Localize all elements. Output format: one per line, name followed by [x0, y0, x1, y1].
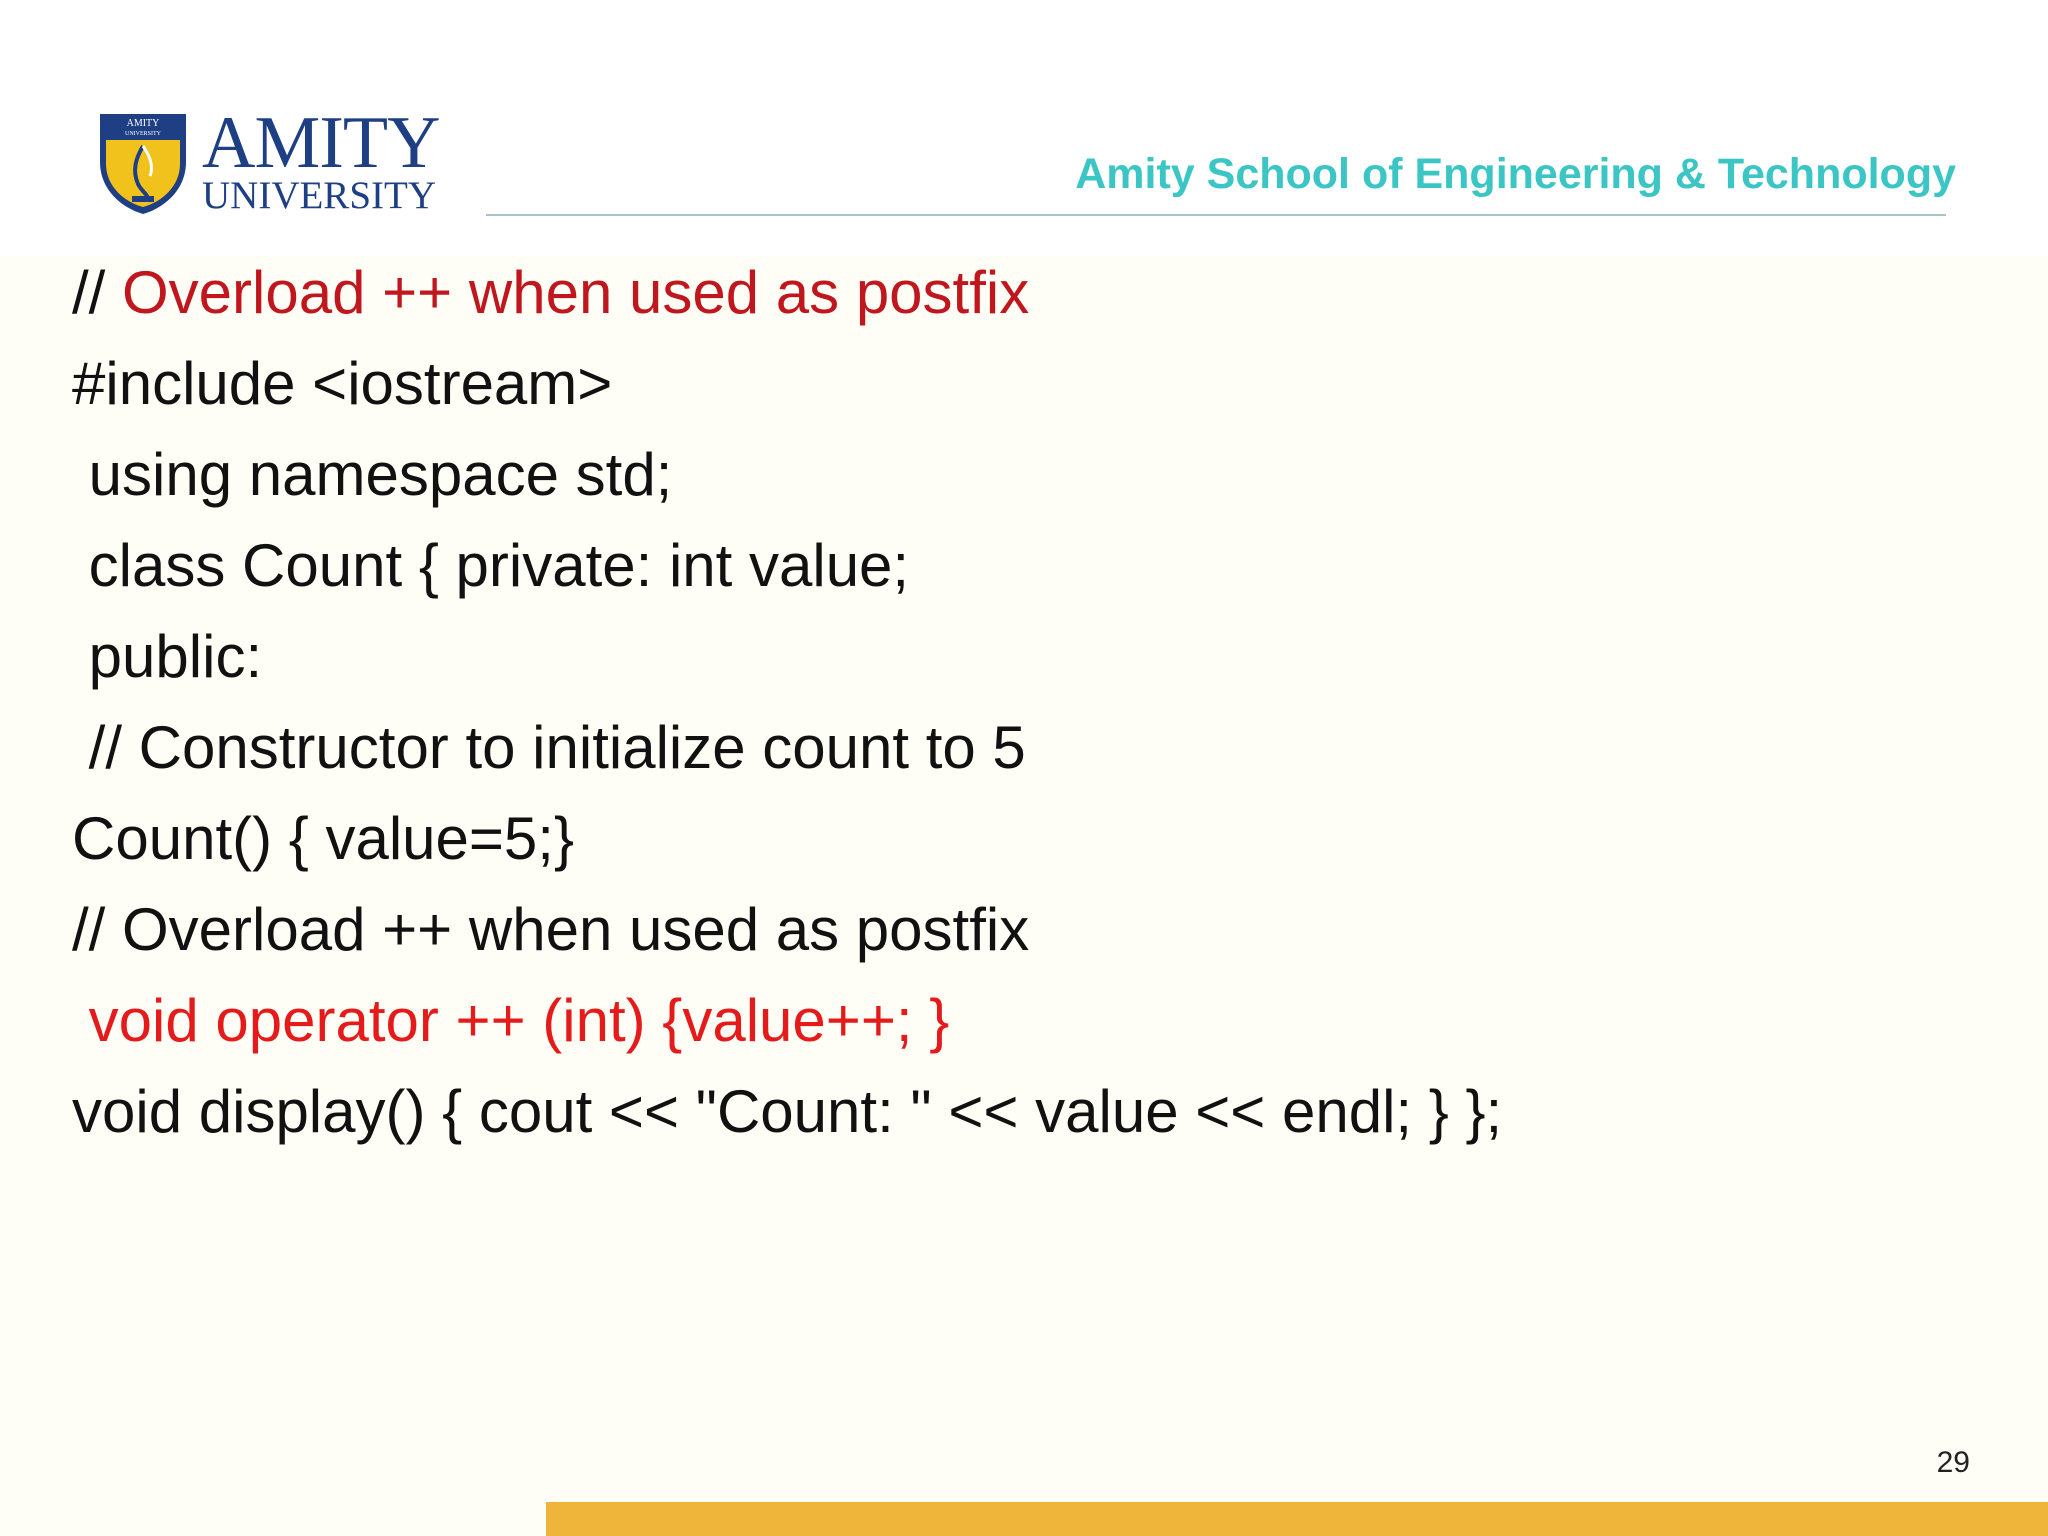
code-line-6: // Constructor to initialize count to 5 — [72, 714, 1026, 781]
code-line-3: using namespace std; — [72, 441, 673, 508]
page-number: 29 — [1936, 1446, 1970, 1479]
amity-university-logo — [96, 102, 446, 218]
code-line-1 — [72, 258, 1029, 328]
slide-header — [0, 0, 2048, 256]
footer-bar — [546, 1502, 2048, 1536]
amity-crest-icon — [96, 110, 190, 216]
code-line-8: // Overload ++ when used as postfix — [72, 896, 1030, 963]
header-divider — [486, 214, 1946, 216]
code-comment-marker: // — [72, 259, 123, 326]
code-line-10: void display() { cout << "Count: " << value << endl; } }; — [72, 1078, 1503, 1145]
school-name: Amity School of Engineering & Technology — [1075, 150, 1956, 198]
logo-word-university: UNIVERSITY — [202, 174, 436, 217]
code-line-2: #include <iostream> — [72, 350, 613, 417]
crest-text-1: AMITY — [126, 118, 160, 129]
code-line-9-operator: void operator ++ (int) {value++; } — [72, 987, 950, 1054]
logo-word-amity: AMITY — [202, 102, 440, 184]
code-line-7: Count() { value=5;} — [72, 805, 575, 872]
code-line-5: public: — [72, 623, 263, 690]
code-line-4: class Count { private: int value; — [72, 532, 910, 599]
code-comment-highlight: Overload ++ when used as postfix — [122, 259, 1030, 326]
crest-text-2: UNIVERSITY — [125, 131, 161, 137]
